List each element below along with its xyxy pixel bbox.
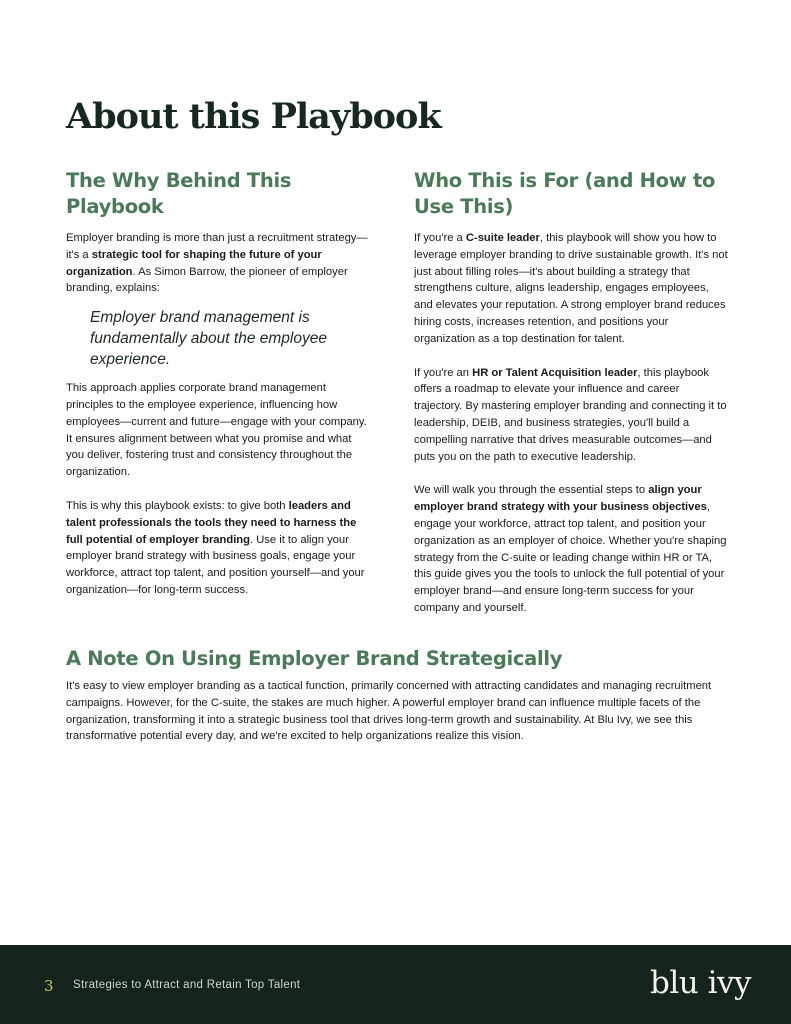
why-paragraph-2: This approach applies corporate brand management principles to the employee experience, influencing how employees—current and future—engage with your company. It ensures alignment between what you promise and what you deliver, fostering trust and consistency throughout the organization. — [66, 382, 367, 479]
text-run: , this playbook offers a roadmap to elevate your influence and career trajectory. By mastering employer branding and connecting it to leadership, DEIB, and business strategies, you'll build a compelling narrative that drives measurable outcomes—and puts you on the path to executive leadership. — [414, 366, 727, 463]
page-title: About this Playbook — [66, 96, 441, 137]
footer-title: Strategies to Attract and Retain Top Talent — [73, 979, 301, 991]
bold-run: strategic tool for shaping the future of your organization — [66, 248, 322, 278]
who-section — [414, 168, 728, 617]
text-run: , this playbook will show you how to leverage employer branding to drive sustainable growth. It's not just about filling roles—it's about building a strategy that strengthens culture, aligns leadership, engages employees, and elevates your reputation. A strong employer brand reduces hiring costs, increases retention, and positions your organization as a top destination for talent. — [414, 232, 728, 345]
footer-bar — [0, 945, 791, 1024]
why-section — [66, 168, 368, 599]
text-run: If you're an — [414, 366, 473, 379]
why-paragraph-1 — [66, 230, 368, 297]
note-section — [66, 646, 728, 745]
note-paragraph: It's easy to view employer branding as a tactical function, primarily concerned with attracting candidates and managing recruitment campaigns. However, for the C-suite, the stakes are much higher. A powerful employer brand can influence multiple facets of the organization, transforming it into a strategic business tool that drives long-term growth and sustainability. At Blu Ivy, we see this transformative potential every day, and we're excited to help organizations realize this vision. — [66, 680, 712, 743]
text-run: Employer branding is more than just a recruitment strategy—it's a — [66, 232, 368, 261]
why-paragraph-3 — [66, 498, 368, 599]
text-run: . As Simon Barrow, the pioneer of employer branding, explains: — [66, 265, 348, 295]
who-heading: Who This is For (and How to Use This) — [414, 169, 716, 218]
who-paragraph-2 — [414, 365, 728, 466]
page-number: 3 — [44, 977, 54, 995]
blu-ivy-logo: blu ivy — [650, 965, 752, 1001]
pull-quote: Employer brand management is fundamentally about the employee experience. — [90, 309, 327, 369]
text-run: If you're a — [414, 232, 466, 244]
bold-run: leaders and talent professionals the tools they need to harness the full potential of employer branding — [66, 499, 357, 546]
note-heading: A Note On Using Employer Brand Strategically — [66, 647, 563, 670]
text-run: , engage your workforce, attract top talent, and position your organization as an employer of choice. Whether you're shaping strategy from the C-suite or leading change within HR or TA, this guide gives you the tools to unlock the full potential of your employer brand—and ensure long-term success for your company and yourself. — [414, 501, 727, 614]
text-run: . Use it to align your employer brand strategy with business goals, engage your workforce, attract top talent, and position yourself—and your organization—for long-term success. — [66, 533, 365, 596]
bold-run: HR or Talent Acquisition leader — [472, 366, 638, 379]
bold-run: C-suite leader — [465, 232, 540, 244]
who-paragraph-3 — [414, 482, 728, 616]
text-run: We will walk you through the essential steps to — [414, 484, 649, 497]
bold-run: align your employer brand strategy with your business objectives — [414, 484, 707, 514]
text-run: This is why this playbook exists: to give both — [66, 499, 289, 512]
why-heading: The Why Behind This Playbook — [66, 169, 292, 218]
who-paragraph-1 — [414, 230, 728, 348]
